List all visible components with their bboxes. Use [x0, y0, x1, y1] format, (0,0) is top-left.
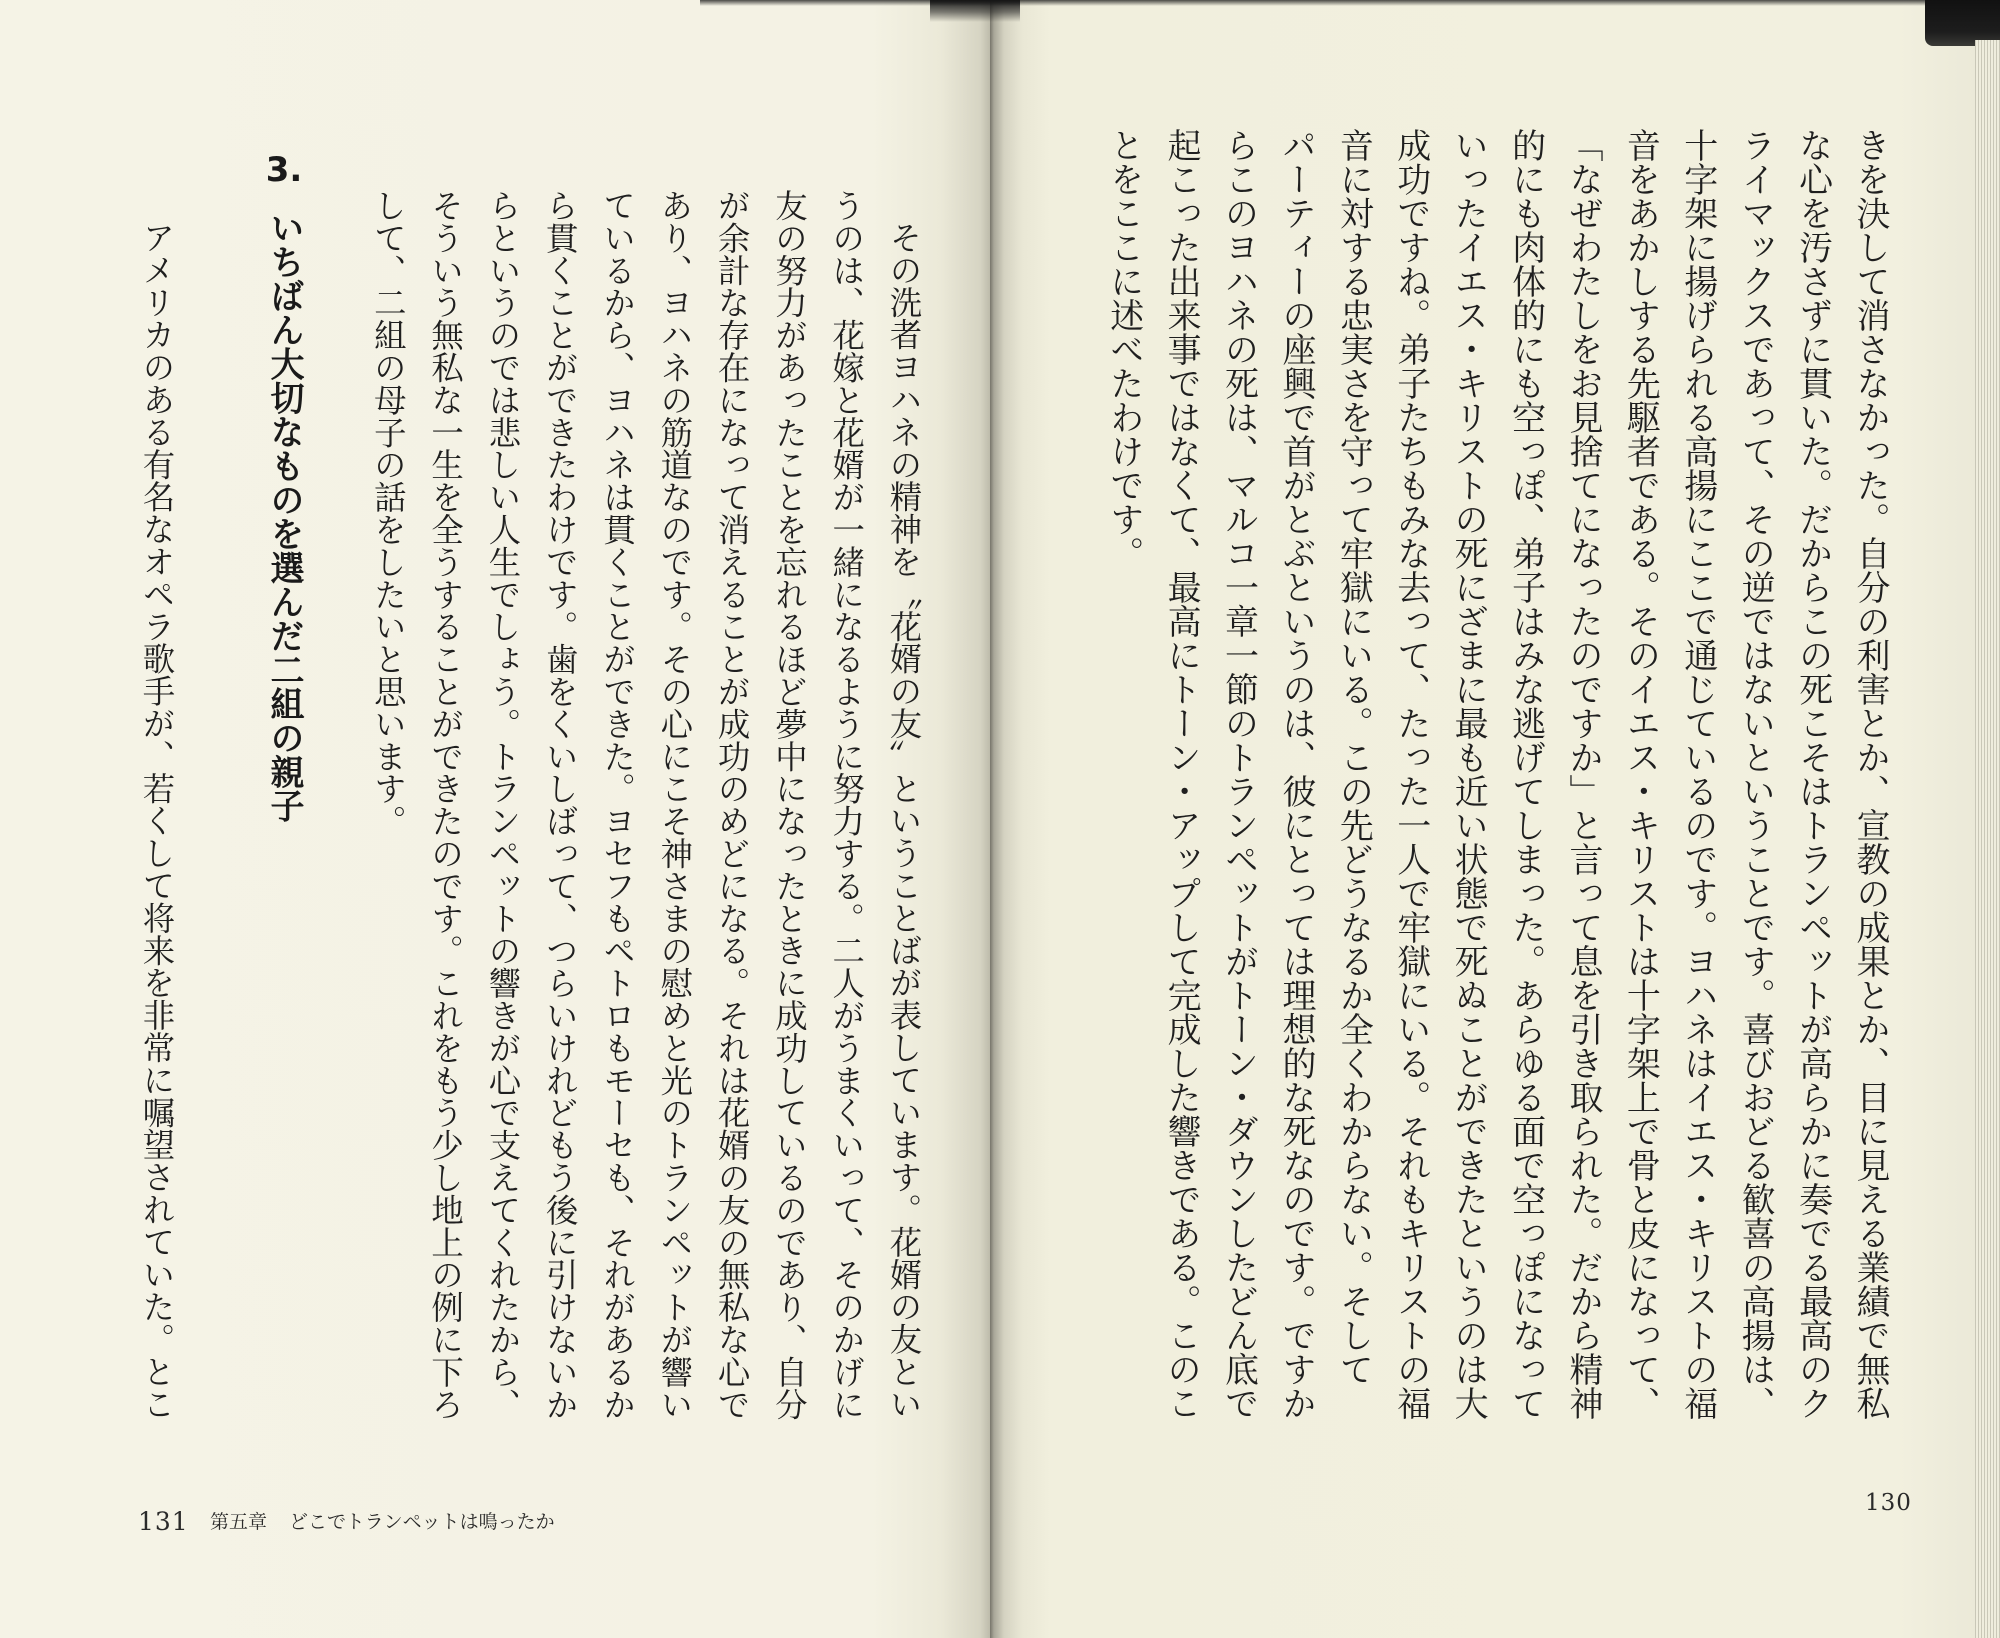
- text-line: して、二組の母子の話をしたいと思います。: [369, 189, 408, 837]
- text-line: 的にも肉体的にも空っぽ、弟子はみな逃げてしまった。あらゆる面で空っぽになって: [1505, 128, 1546, 1420]
- text-line: 起こった出来事ではなくて、最高にトーン・アップして完成した響きである。このこ: [1161, 128, 1202, 1420]
- page-number-right: 130: [1865, 1490, 1912, 1516]
- top-edge-shadow: [700, 0, 1930, 6]
- text-line: パーティーの座興で首がとぶというのは、彼にとっては理想的な死なのです。ですか: [1275, 128, 1316, 1420]
- right-page-text: [1094, 128, 1898, 1428]
- text-line: 「なぜわたしをお見捨てになったのですか」と言って息を引き取られた。だから精神: [1562, 128, 1603, 1420]
- section-title: いちばん大切なものを選んだ二組の親子: [264, 210, 304, 823]
- text-line: いったイエス・キリストの死にざまに最も近い状態で死ぬことができたというのは大: [1448, 128, 1489, 1420]
- text-line: 十字架に揚げられる高揚にここで通じているのです。ヨハネはイエス・キリストの福: [1677, 128, 1718, 1420]
- text-line: らというのでは悲しい人生でしょう。トランペットの響きが心で支えてくれたから、: [483, 189, 522, 1421]
- page-number-left: 131: [138, 1507, 189, 1536]
- text-line: あり、ヨハネの筋道なのです。その心にこそ神さまの慰めと光のトランペットが響い: [655, 189, 694, 1421]
- text-line: が余計な存在になって消えることが成功のめどになる。それは花婿の友の無私な心で: [713, 189, 752, 1421]
- left-page-paragraph-2: [127, 189, 185, 1429]
- text-line: その洗者ヨハネの精神を〝花婿の友〟ということばが表しています。花婿の友とい: [885, 221, 923, 1421]
- running-head-title: どこでトランペットは鳴ったか: [289, 1511, 555, 1533]
- text-line: アメリカのある有名なオペラ歌手が、若くして将来を非常に嘱望されていた。とこ: [138, 221, 176, 1421]
- section-heading: [263, 153, 305, 853]
- text-line: 音をあかしする先駆者である。そのイエス・キリストは十字架上で骨と皮になって、: [1620, 128, 1661, 1420]
- text-line: そういう無私な一生を全うすることができたのです。これをもう少し地上の例に下ろ: [426, 189, 465, 1421]
- text-line: 音に対する忠実さを守って牢獄にいる。この先どうなるか全くわからない。そして: [1333, 128, 1374, 1386]
- text-line: な心を汚さずに貫いた。だからこの死こそはトランペットが高らかに奏でる最高のク: [1792, 128, 1833, 1420]
- page-edge-stack: [1975, 40, 2000, 1638]
- left-page-paragraph-1: [359, 189, 932, 1429]
- text-line: ライマックスであって、その逆ではないということです。喜びおどる歓喜の高揚は、: [1735, 128, 1776, 1420]
- text-line: うのは、花嫁と花婿が一緒になるように努力する。二人がうまくいって、そのかげに: [827, 189, 866, 1421]
- text-line: ら貫くことができたわけです。歯をくいしばって、つらいけれどもう後に引けないか: [541, 189, 580, 1421]
- text-line: 友の努力があったことを忘れるほど夢中になったときに成功しているのであり、自分: [770, 189, 809, 1421]
- text-line: ているから、ヨハネは貫くことができた。ヨセフもペトロもモーセも、それがあるか: [598, 189, 637, 1421]
- text-line: らこのヨハネの死は、マルコ一章一節のトランペットがトーン・ダウンしたどん底で: [1218, 128, 1259, 1420]
- text-line: とをここに述べたわけです。: [1103, 128, 1144, 570]
- running-head: [210, 1511, 555, 1533]
- running-head-chapter: 第五章: [210, 1511, 268, 1533]
- text-line: 成功ですね。弟子たちもみな去って、たった一人で牢獄にいる。それもキリストの福: [1390, 128, 1431, 1420]
- section-number: 3.: [265, 153, 303, 187]
- text-line: きを決して消さなかった。自分の利害とか、宣教の成果とか、目に見える業績で無私: [1850, 128, 1890, 1420]
